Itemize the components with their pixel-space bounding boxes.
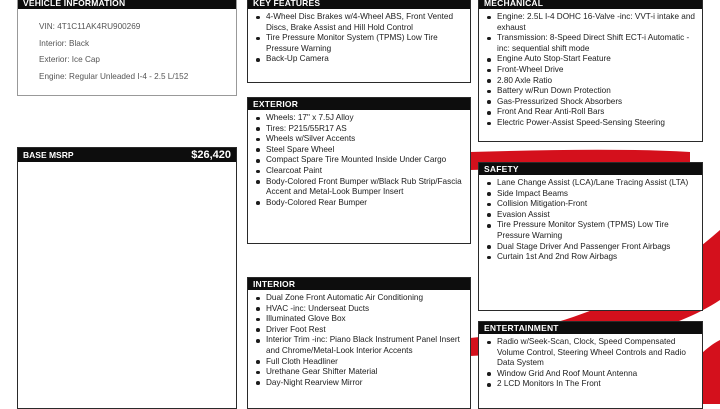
exterior-list — [248, 110, 470, 210]
list-item: Lane Change Assist (LCA)/Lane Tracing Assist (LTA) — [486, 178, 696, 189]
key-features-list — [248, 9, 470, 67]
list-item: Engine: 2.5L I-4 DOHC 16-Valve -inc: VVT-i intake and exhaust — [486, 12, 696, 33]
list-item: Interior Trim -inc: Piano Black Instrument Panel Insert and Chrome/Metal-Look Interior Accents — [255, 335, 464, 356]
base-msrp-label: BASE MSRP — [23, 150, 74, 160]
list-item: Tire Pressure Monitor System (TPMS) Low Tire Pressure Warning — [255, 33, 464, 54]
list-item: Window Grid And Roof Mount Antenna — [486, 369, 696, 380]
exterior-panel — [247, 97, 471, 244]
list-item: Gas-Pressurized Shock Absorbers — [486, 97, 696, 108]
list-item: 2.80 Axle Ratio — [486, 76, 696, 87]
list-item: Electric Power-Assist Speed-Sensing Steering — [486, 118, 696, 129]
base-msrp-price: $26,420 — [191, 149, 231, 161]
safety-header: SAFETY — [479, 163, 702, 175]
list-item: Back-Up Camera — [255, 54, 464, 65]
key-features-panel — [247, 0, 471, 83]
list-item: Urethane Gear Shifter Material — [255, 367, 464, 378]
list-item: Illuminated Glove Box — [255, 314, 464, 325]
interior-header: INTERIOR — [248, 278, 470, 290]
list-item: 4-Wheel Disc Brakes w/4-Wheel ABS, Front Vented Discs, Brake Assist and Hill Hold Control — [255, 12, 464, 33]
list-item: Curtain 1st And 2nd Row Airbags — [486, 252, 696, 263]
list-item: Body-Colored Front Bumper w/Black Rub Strip/Fascia Accent and Metal-Look Bumper Insert — [255, 177, 464, 198]
base-msrp-header — [18, 148, 236, 162]
list-item: HVAC -inc: Underseat Ducts — [255, 304, 464, 315]
key-features-header: KEY FEATURES — [248, 0, 470, 9]
list-item: Tire Pressure Monitor System (TPMS) Low Tire Pressure Warning — [486, 220, 696, 241]
mechanical-panel — [478, 0, 703, 142]
vin-text: VIN: 4T1C11AK4RU900269 — [39, 22, 141, 31]
list-item: Tires: P215/55R17 AS — [255, 124, 464, 135]
mechanical-list — [479, 9, 702, 131]
list-item: Compact Spare Tire Mounted Inside Under Cargo — [255, 155, 464, 166]
list-item: Side Impact Beams — [486, 189, 696, 200]
entertainment-list — [479, 334, 702, 392]
list-item: Dual Stage Driver And Passenger Front Airbags — [486, 242, 696, 253]
vehicle-info-panel — [17, 0, 237, 96]
safety-list — [479, 175, 702, 265]
list-item: Body-Colored Rear Bumper — [255, 198, 464, 209]
list-item: Steel Spare Wheel — [255, 145, 464, 156]
interior-panel — [247, 277, 471, 409]
list-item: Dual Zone Front Automatic Air Conditioning — [255, 293, 464, 304]
vehicle-info-header: VEHICLE INFORMATION — [18, 0, 236, 9]
list-item: Driver Foot Rest — [255, 325, 464, 336]
list-item: Full Cloth Headliner — [255, 357, 464, 368]
safety-panel — [478, 162, 703, 311]
list-item: Engine Auto Stop-Start Feature — [486, 54, 696, 65]
list-item: Front And Rear Anti-Roll Bars — [486, 107, 696, 118]
list-item: Clearcoat Paint — [255, 166, 464, 177]
list-item: Front-Wheel Drive — [486, 65, 696, 76]
entertainment-header: ENTERTAINMENT — [479, 322, 702, 334]
list-item: Evasion Assist — [486, 210, 696, 221]
engine-text: Engine: Regular Unleaded I-4 - 2.5 L/152 — [39, 71, 189, 81]
list-item: Battery w/Run Down Protection — [486, 86, 696, 97]
list-item: Transmission: 8-Speed Direct Shift ECT-i Automatic -inc: sequential shift mode — [486, 33, 696, 54]
mechanical-header: MECHANICAL — [479, 0, 702, 9]
list-item: Radio w/Seek-Scan, Clock, Speed Compensated Volume Control, Steering Wheel Controls and Radio Data System — [486, 337, 696, 369]
list-item: Wheels w/Silver Accents — [255, 134, 464, 145]
list-item: Wheels: 17" x 7.5J Alloy — [255, 113, 464, 124]
exterior-color-text: Exterior: Ice Cap — [39, 55, 100, 65]
entertainment-panel — [478, 321, 703, 409]
exterior-header: EXTERIOR — [248, 98, 470, 110]
list-item: 2 LCD Monitors In The Front — [486, 379, 696, 390]
base-msrp-panel — [17, 147, 237, 409]
interior-color-text: Interior: Black — [39, 38, 90, 48]
list-item: Day-Night Rearview Mirror — [255, 378, 464, 389]
interior-list — [248, 290, 470, 390]
list-item: Collision Mitigation-Front — [486, 199, 696, 210]
